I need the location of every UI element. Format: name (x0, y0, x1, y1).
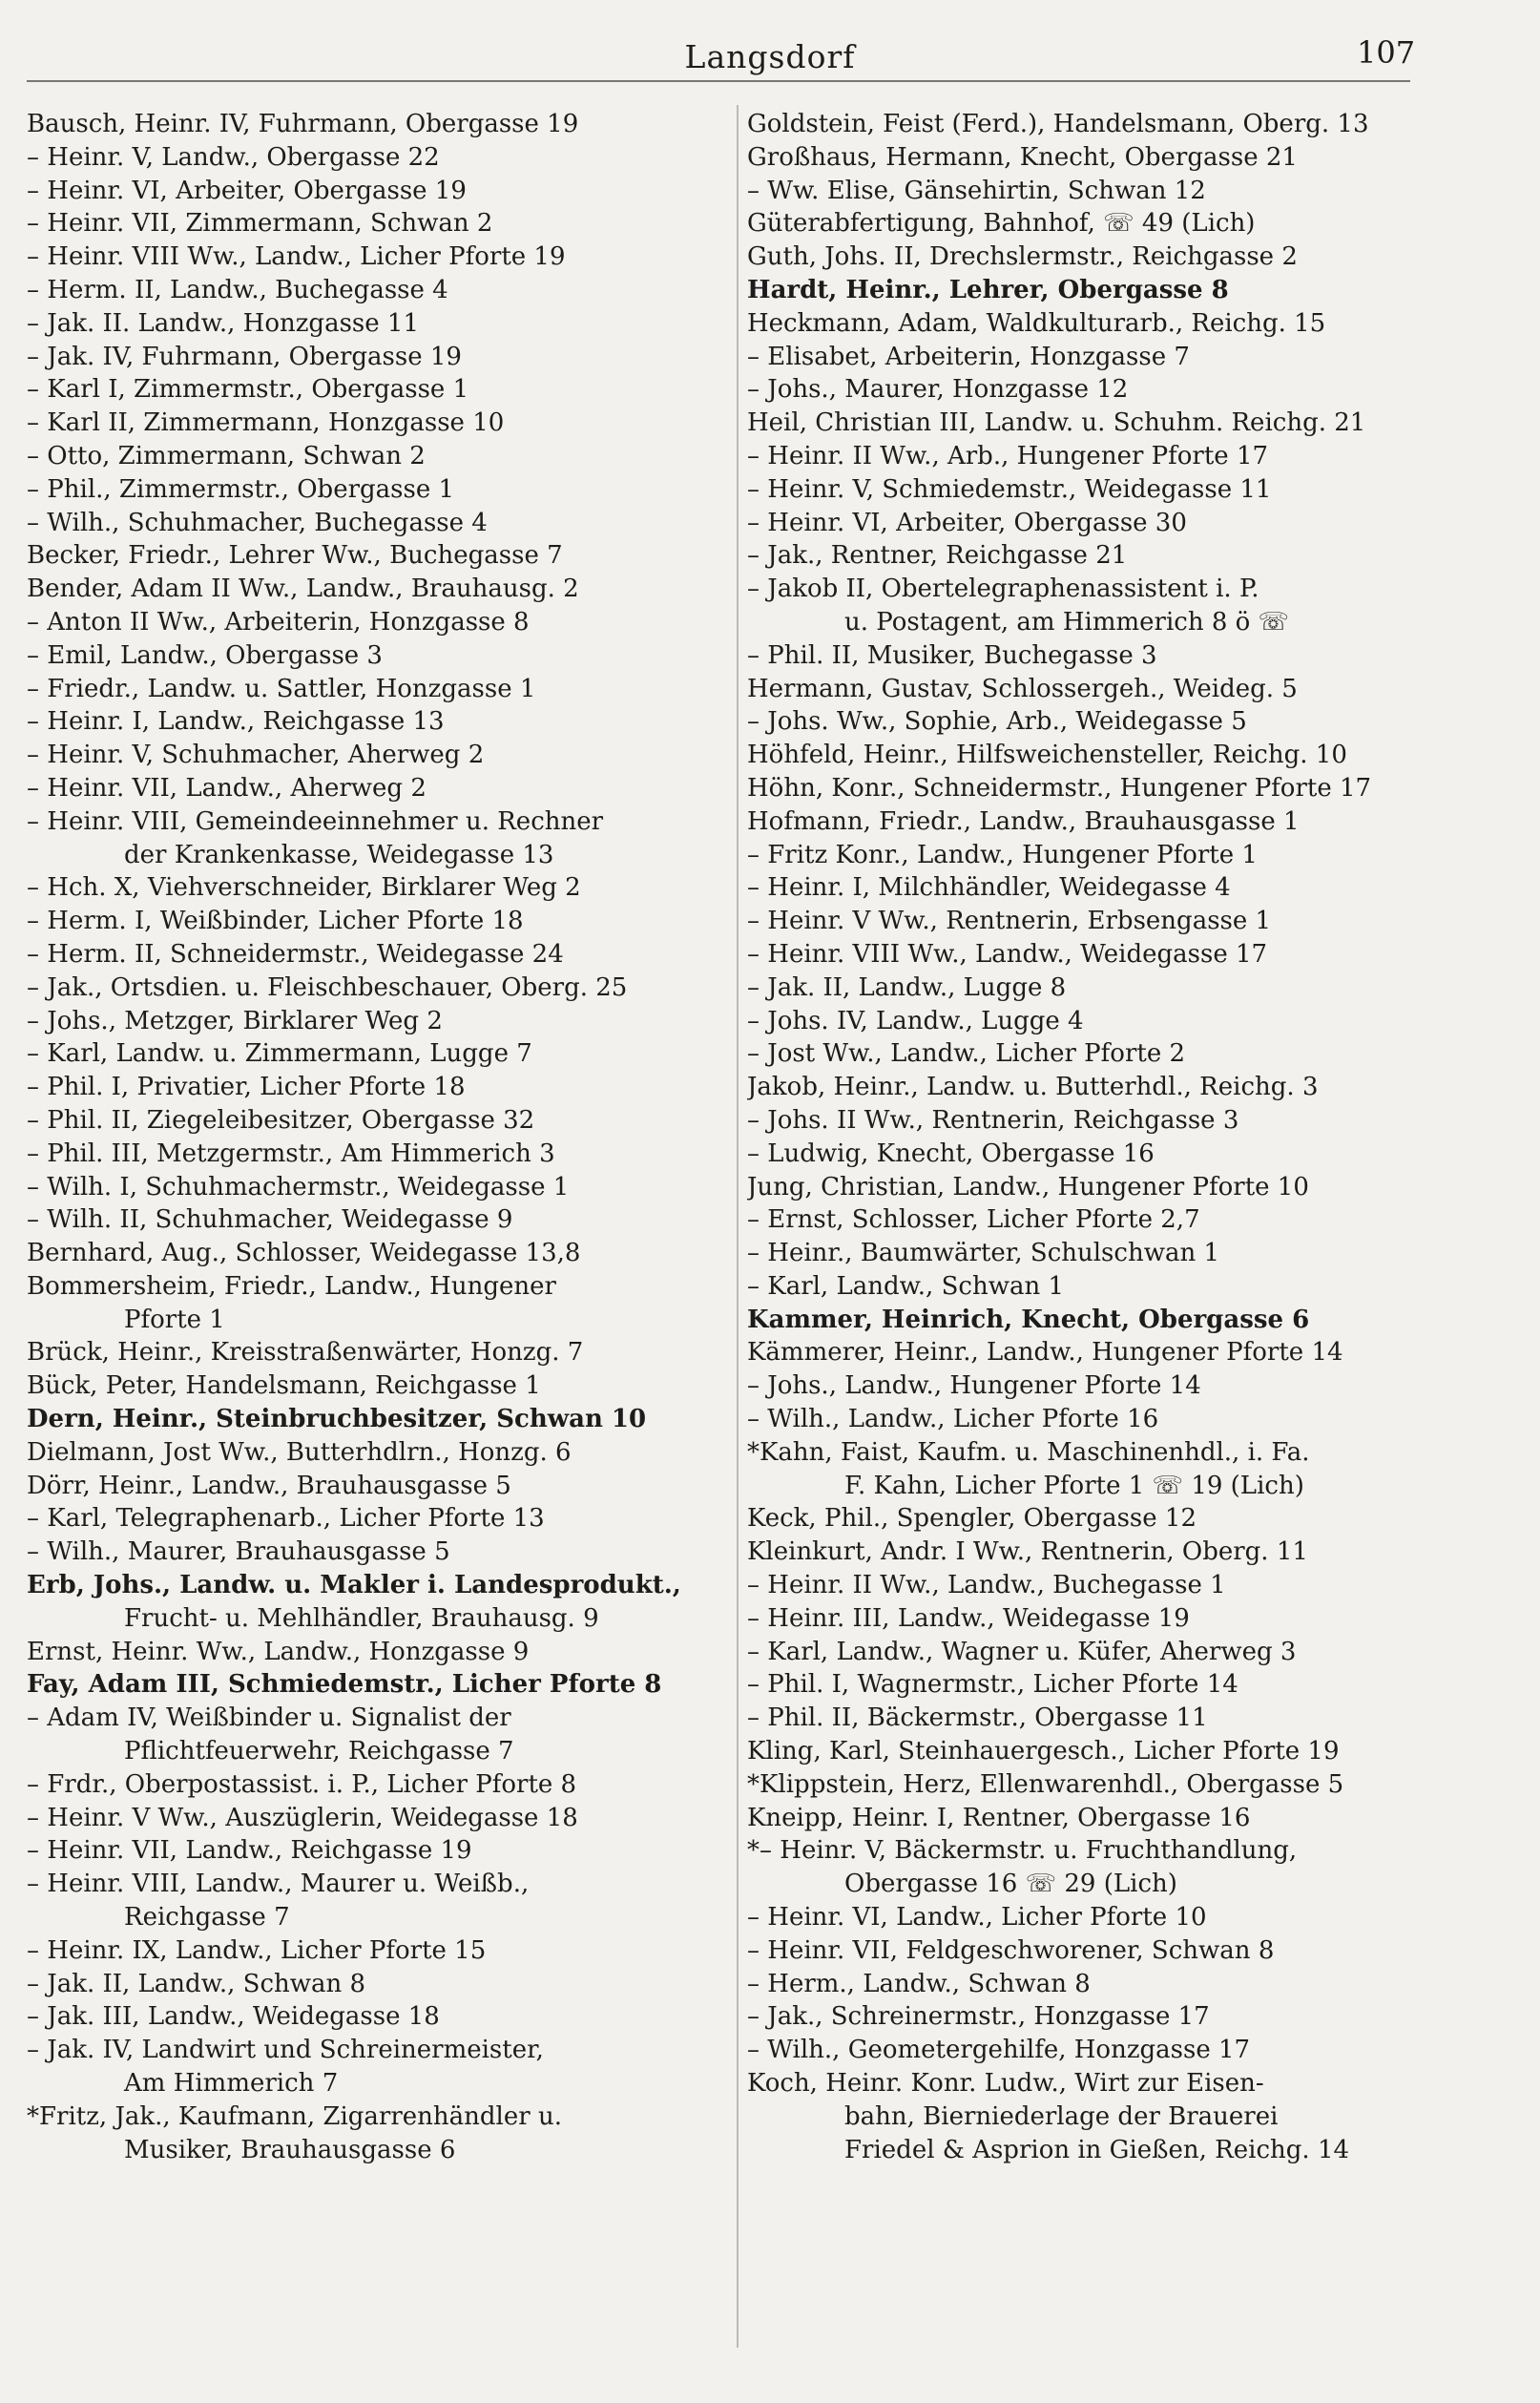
directory-entry: – Herm. II, Landw., Buchegasse 4 (27, 275, 448, 304)
directory-entry: – Heinr. VIII, Landw., Maurer u. Weißb., (27, 1870, 530, 1899)
directory-entry: Güterabfertigung, Bahnhof, ☏ 49 (Lich) (747, 209, 1256, 239)
directory-entry: Koch, Heinr. Konr. Ludw., Wirt zur Eisen- (747, 2069, 1264, 2099)
directory-entry: – Jak. III, Landw., Weidegasse 18 (27, 2002, 440, 2032)
directory-entry: – Phil. I, Wagnermstr., Licher Pforte 14 (747, 1670, 1238, 1700)
directory-entry-continuation: bahn, Bierniederlage der Brauerei (844, 2101, 1279, 2131)
directory-entry: – Wilh. I, Schuhmachermstr., Weidegasse 1 (27, 1172, 570, 1202)
left-column (27, 108, 723, 2166)
directory-entry: – Phil. II, Bäckermstr., Obergasse 11 (747, 1703, 1208, 1733)
directory-entry: Guth, Johs. II, Drechslermstr., Reichgasse 2 (747, 242, 1298, 272)
directory-entry: – Heinr. V, Landw., Obergasse 22 (27, 142, 440, 172)
directory-entry: – Johs. Ww., Sophie, Arb., Weidegasse 5 (747, 707, 1247, 737)
directory-entry: – Ernst, Schlosser, Licher Pforte 2,7 (747, 1205, 1200, 1235)
directory-entry: Bommersheim, Friedr., Landw., Hungener (27, 1271, 556, 1301)
directory-entry: – Elisabet, Arbeiterin, Honzgasse 7 (747, 342, 1190, 371)
directory-entry: Jung, Christian, Landw., Hungener Pforte 10 (747, 1172, 1309, 1202)
directory-entry: Höhfeld, Heinr., Hilfsweichensteller, Reichg. 10 (747, 741, 1347, 770)
directory-entry-continuation: Am Himmerich 7 (124, 2069, 339, 2099)
directory-entry-continuation: der Krankenkasse, Weidegasse 13 (124, 840, 554, 869)
directory-entry: Goldstein, Feist (Ferd.), Handelsmann, Oberg. 13 (747, 110, 1369, 138)
directory-entry: – Heinr. VI, Arbeiter, Obergasse 30 (747, 508, 1187, 537)
directory-entry: – Phil., Zimmermstr., Obergasse 1 (27, 474, 455, 504)
directory-entry: Kneipp, Heinr. I, Rentner, Obergasse 16 (747, 1803, 1251, 1832)
directory-entry: – Karl, Landw. u. Zimmermann, Lugge 7 (27, 1039, 532, 1069)
directory-entry: Bück, Peter, Handelsmann, Reichgasse 1 (27, 1371, 541, 1401)
directory-entry: *Kahn, Faist, Kaufm. u. Maschinenhdl., i. Fa. (747, 1437, 1310, 1467)
directory-entry: Dern, Heinr., Steinbruchbesitzer, Schwan 10 (27, 1405, 647, 1434)
directory-entry: Hofmann, Friedr., Landw., Brauhausgasse 1 (747, 806, 1300, 836)
directory-entry: – Heinr. VIII Ww., Landw., Weidegasse 17 (747, 939, 1268, 969)
directory-entry: – Jost Ww., Landw., Licher Pforte 2 (747, 1039, 1186, 1069)
directory-entry: – Johs. II Ww., Rentnerin, Reichgasse 3 (747, 1105, 1239, 1135)
directory-entry: – Phil. I, Privatier, Licher Pforte 18 (27, 1073, 466, 1102)
directory-entry: – Adam IV, Weißbinder u. Signalist der (27, 1703, 511, 1733)
directory-entry: – Heinr. V Ww., Auszüglerin, Weidegasse 18 (27, 1803, 578, 1832)
directory-entry: – Heinr. II Ww., Landw., Buchegasse 1 (747, 1571, 1226, 1600)
directory-entry: Höhn, Konr., Schneidermstr., Hungener Pforte 17 (747, 773, 1372, 803)
directory-entry: – Johs. IV, Landw., Lugge 4 (747, 1006, 1084, 1035)
directory-entry: – Heinr. VII, Feldgeschworener, Schwan 8 (747, 1935, 1275, 1965)
directory-entry: – Phil. III, Metzgermstr., Am Himmerich 3 (27, 1139, 555, 1168)
directory-entry: Jakob, Heinr., Landw. u. Butterhdl., Reichg. 3 (747, 1073, 1319, 1102)
directory-entry: – Heinr. V, Schmiedemstr., Weidegasse 11 (747, 474, 1272, 504)
directory-entry-continuation: u. Postagent, am Himmerich 8 ö ☏ (844, 607, 1290, 637)
directory-entry: – Wilh., Maurer, Brauhausgasse 5 (27, 1537, 450, 1567)
directory-entry: – Jak. IV, Fuhrmann, Obergasse 19 (27, 342, 462, 371)
directory-entry: – Jak., Schreinermstr., Honzgasse 17 (747, 2002, 1210, 2032)
directory-entry: – Frdr., Oberpostassist. i. P., Licher Pforte 8 (27, 1769, 577, 1799)
directory-entry-continuation: Frucht- u. Mehlhändler, Brauhausg. 9 (124, 1603, 599, 1633)
directory-entry-continuation: Pflichtfeuerwehr, Reichgasse 7 (124, 1737, 514, 1766)
directory-entry: Dörr, Heinr., Landw., Brauhausgasse 5 (27, 1471, 511, 1500)
directory-entry: Bausch, Heinr. IV, Fuhrmann, Obergasse 19 (27, 110, 579, 138)
right-column (747, 108, 1444, 2166)
directory-entry: – Johs., Metzger, Birklarer Weg 2 (27, 1006, 443, 1035)
directory-entry: – Heinr. VI, Arbeiter, Obergasse 19 (27, 176, 467, 205)
directory-entry: Bender, Adam II Ww., Landw., Brauhausg. 2 (27, 575, 579, 604)
directory-entry: – Heinr. IX, Landw., Licher Pforte 15 (27, 1935, 487, 1965)
directory-entry: – Heinr. VIII, Gemeindeeinnehmer u. Rechner (27, 806, 604, 836)
directory-entry-continuation: Pforte 1 (124, 1305, 225, 1334)
directory-entry: Fay, Adam III, Schmiedemstr., Licher Pforte 8 (27, 1670, 662, 1700)
directory-entry: – Hch. X, Viehverschneider, Birklarer Weg 2 (27, 873, 581, 903)
directory-entry: – Heinr. VII, Zimmermann, Schwan 2 (27, 209, 493, 239)
directory-entry: – Jak., Rentner, Reichgasse 21 (747, 541, 1128, 571)
directory-entry: – Herm. I, Weißbinder, Licher Pforte 18 (27, 907, 524, 936)
directory-entry: Erb, Johs., Landw. u. Makler i. Landesprodukt., (27, 1571, 681, 1600)
directory-entry: – Emil, Landw., Obergasse 3 (27, 640, 383, 670)
directory-entry-continuation: Friedel & Asprion in Gießen, Reichg. 14 (844, 2135, 1350, 2164)
directory-entry: – Wilh., Landw., Licher Pforte 16 (747, 1405, 1159, 1434)
directory-entry: Ernst, Heinr. Ww., Landw., Honzgasse 9 (27, 1637, 530, 1666)
directory-entry: *Klippstein, Herz, Ellenwarenhdl., Obergasse 5 (747, 1769, 1344, 1799)
directory-entry: Großhaus, Hermann, Knecht, Obergasse 21 (747, 142, 1298, 172)
directory-entry: Heckmann, Adam, Waldkulturarb., Reichg. 15 (747, 308, 1326, 338)
directory-entry: – Ludwig, Knecht, Obergasse 16 (747, 1139, 1155, 1168)
directory-entry: – Heinr., Baumwärter, Schulschwan 1 (747, 1239, 1220, 1268)
directory-entry: Dielmann, Jost Ww., Butterhdlrn., Honzg. 6 (27, 1437, 572, 1467)
directory-entry: – Karl, Landw., Wagner u. Küfer, Aherweg 3 (747, 1637, 1297, 1666)
directory-entry: Kleinkurt, Andr. I Ww., Rentnerin, Oberg. 11 (747, 1537, 1308, 1567)
directory-entry: – Jakob II, Obertelegraphenassistent i. P. (747, 575, 1259, 604)
directory-entry-continuation: Musiker, Brauhausgasse 6 (124, 2135, 456, 2164)
directory-entry: – Heinr. III, Landw., Weidegasse 19 (747, 1603, 1190, 1633)
directory-entry: – Karl, Landw., Schwan 1 (747, 1271, 1065, 1301)
directory-entry: – Johs., Maurer, Honzgasse 12 (747, 375, 1129, 405)
directory-entry: – Heinr. VI, Landw., Licher Pforte 10 (747, 1903, 1207, 1933)
directory-entry: Kling, Karl, Steinhauergesch., Licher Pforte 19 (747, 1737, 1340, 1766)
directory-entry: – Wilh. II, Schuhmacher, Weidegasse 9 (27, 1205, 513, 1235)
directory-entry: – Anton II Ww., Arbeiterin, Honzgasse 8 (27, 607, 530, 637)
page-number: 107 (1357, 34, 1416, 71)
directory-entry: – Heinr. II Ww., Arb., Hungener Pforte 17 (747, 441, 1269, 470)
directory-entry: – Wilh., Schuhmacher, Buchegasse 4 (27, 508, 488, 537)
directory-entry: – Karl II, Zimmermann, Honzgasse 10 (27, 408, 505, 438)
directory-entry: Heil, Christian III, Landw. u. Schuhm. Reichg. 21 (747, 408, 1366, 438)
directory-entry: – Heinr. V, Schuhmacher, Aherweg 2 (27, 741, 485, 770)
directory-entry: – Herm., Landw., Schwan 8 (747, 1969, 1091, 1998)
directory-entry: Kämmerer, Heinr., Landw., Hungener Pforte 14 (747, 1338, 1343, 1368)
directory-entry: – Jak. IV, Landwirt und Schreinermeister, (27, 2036, 544, 2065)
directory-entry-continuation: Reichgasse 7 (124, 1903, 290, 1933)
directory-entry-continuation: F. Kahn, Licher Pforte 1 ☏ 19 (Lich) (844, 1471, 1304, 1500)
directory-entry: – Heinr. VII, Landw., Reichgasse 19 (27, 1836, 472, 1866)
directory-entry: – Heinr. VIII Ww., Landw., Licher Pforte 19 (27, 242, 566, 272)
directory-entry: Keck, Phil., Spengler, Obergasse 12 (747, 1504, 1197, 1534)
directory-entry: – Karl, Telegraphenarb., Licher Pforte 13 (27, 1504, 545, 1534)
directory-entry: – Ww. Elise, Gänsehirtin, Schwan 12 (747, 176, 1206, 205)
directory-entry: – Wilh., Geometergehilfe, Honzgasse 17 (747, 2036, 1251, 2065)
directory-entry: – Herm. II, Schneidermstr., Weidegasse 24 (27, 939, 564, 969)
directory-entry: – Heinr. I, Milchhändler, Weidegasse 4 (747, 873, 1231, 903)
directory-entry: – Otto, Zimmermann, Schwan 2 (27, 441, 426, 470)
directory-entry: – Jak. II. Landw., Honzgasse 11 (27, 308, 419, 338)
column-divider (737, 105, 739, 2348)
directory-entry: – Phil. II, Musiker, Buchegasse 3 (747, 640, 1157, 670)
page-title: Langsdorf (684, 38, 856, 75)
header-rule (27, 80, 1410, 82)
directory-entry: Kammer, Heinrich, Knecht, Obergasse 6 (747, 1305, 1310, 1334)
directory-entry: – Heinr. V Ww., Rentnerin, Erbsengasse 1 (747, 907, 1272, 936)
directory-entry: Brück, Heinr., Kreisstraßenwärter, Honzg. 7 (27, 1338, 584, 1368)
directory-entry: Hardt, Heinr., Lehrer, Obergasse 8 (747, 275, 1229, 304)
directory-entry: – Heinr. I, Landw., Reichgasse 13 (27, 707, 445, 737)
directory-entry: Becker, Friedr., Lehrer Ww., Buchegasse 7 (27, 541, 563, 571)
directory-entry: – Jak. II, Landw., Schwan 8 (27, 1969, 366, 1998)
directory-entry: Bernhard, Aug., Schlosser, Weidegasse 13,8 (27, 1239, 581, 1268)
directory-entry-continuation: Obergasse 16 ☏ 29 (Lich) (844, 1870, 1177, 1899)
directory-entry: – Jak., Ortsdien. u. Fleischbeschauer, Oberg. 25 (27, 972, 628, 1002)
directory-entry: – Heinr. VII, Landw., Aherweg 2 (27, 773, 427, 803)
directory-entry: *– Heinr. V, Bäckermstr. u. Fruchthandlung, (747, 1836, 1298, 1866)
directory-entry: – Johs., Landw., Hungener Pforte 14 (747, 1371, 1201, 1401)
directory-entry: – Karl I, Zimmermstr., Obergasse 1 (27, 375, 469, 405)
directory-entry: – Friedr., Landw. u. Sattler, Honzgasse 1 (27, 674, 536, 703)
directory-entry: – Phil. II, Ziegeleibesitzer, Obergasse 32 (27, 1105, 535, 1135)
directory-entry: Hermann, Gustav, Schlossergeh., Weideg. 5 (747, 674, 1298, 703)
directory-entry: – Fritz Konr., Landw., Hungener Pforte 1 (747, 840, 1258, 869)
directory-entry: – Jak. II, Landw., Lugge 8 (747, 972, 1067, 1002)
directory-entry: *Fritz, Jak., Kaufmann, Zigarrenhändler u. (27, 2101, 562, 2131)
